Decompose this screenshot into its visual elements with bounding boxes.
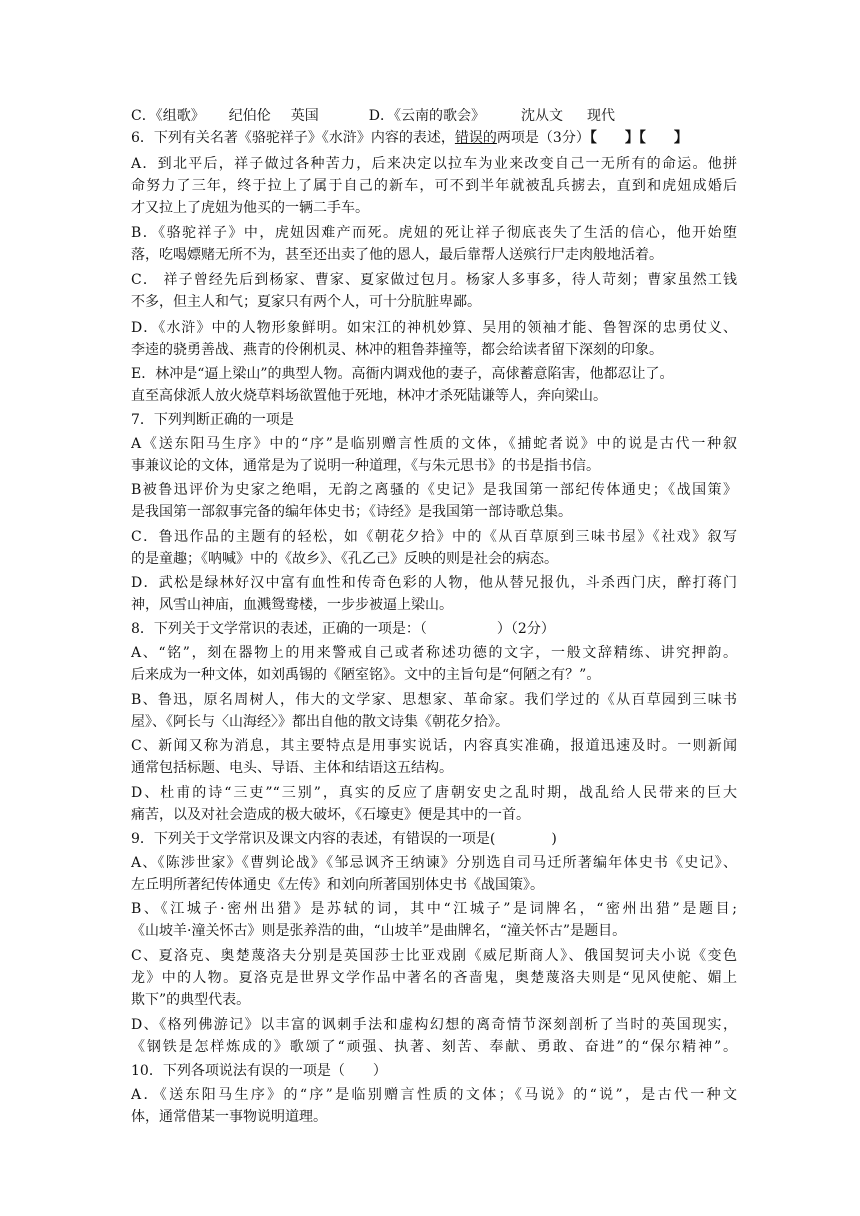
text-line: 体，通常借某一事物说明道理。: [131, 1109, 327, 1125]
text-line: D．《水浒》中的人物形象鲜明。如宋江的神机妙算、吴用的领袖才能、鲁智深的忠勇仗义、: [131, 320, 737, 336]
text-line: D．武松是绿林好汉中富有血性和传奇色彩的人物，他从替兄报仇，斗杀西门庆，醉打蒋门: [131, 575, 737, 591]
text-line: 不多，但主人和气；夏家只有两个人，可十分肮脏卑鄙。: [131, 294, 481, 310]
text-line: A、“铭”，刻在器物上的用来警戒自己或者称述功德的文字，一般文辞精练、讲究押韵。: [131, 645, 737, 661]
option-c-title: C．《组歌》: [131, 108, 205, 124]
text-line: 李逵的骁勇善战、燕青的伶俐机灵、林冲的粗鲁莽撞等，都会给读者留下深刻的印象。: [131, 342, 663, 358]
text-line: 的是童趣；《呐喊》中的《故乡》、《孔乙己》反映的则是社会的病态。: [131, 551, 558, 567]
question-6-stem: 6．下列有关名著《骆驼祥子》《水浒》内容的表述，错误的两项是（3分）【 】【 】: [131, 130, 688, 146]
text-line: C．鲁迅作品的主题有的轻松，如《朝花夕拾》中的《从百草原到三味书屋》《社戏》叙写: [131, 529, 737, 545]
text-line: 落，吃喝嫖赌无所不为，甚至还出卖了他的恩人，最后靠帮人送殡行尸走肉般地活着。: [131, 247, 663, 263]
text-line: B、《江城子·密州出猎》是苏轼的词，其中“江城子”是词牌名，“密州出猎”是题目;: [131, 901, 737, 917]
question-10-stem: 10．下列各项说法有误的一项是（ ）: [131, 1063, 387, 1079]
option-c-author: 纪伯伦: [228, 108, 271, 124]
text-line: C、夏洛克、奥楚蔑洛夫分别是英国莎士比亚戏剧《威尼斯商人》、俄国契诃夫小说《变色: [131, 948, 737, 964]
text-line: 《山坡羊·潼关怀古》则是张养浩的曲，“山坡羊”是曲牌名，“潼关怀古”是题目。: [131, 923, 627, 939]
text-line: 痛苦，以及对社会造成的极大破坏，《石壕吏》便是其中的一首。: [131, 807, 530, 823]
text-line: 直至高俅派人放火烧草料场欲置他于死地，林冲才杀死陆谦等人，奔向梁山。: [131, 388, 607, 404]
question-8-stem: 8．下列关于文学常识的表述，正确的一项是：（ ）（2分）: [131, 621, 555, 637]
text-line: 后来成为一种文体，如刘禹锡的《陋室铭》。文中的主旨句是“何陋之有？”。: [131, 667, 601, 683]
option-d-author: 沈从文: [520, 108, 563, 124]
text-line: 欺下”的典型代表。: [131, 992, 251, 1008]
text-line: 左丘明所著纪传体通史《左传》和刘向所著国别体史书《战国策》。: [131, 877, 544, 893]
text-line: C、新闻又称为消息，其主要特点是用事实说话，内容真实准确，报道迅速及时。一则新闻: [131, 738, 737, 754]
text-line: 才又拉上了虎妞为他买的一辆二手车。: [131, 200, 369, 216]
text-line: A．《送东阳马生序》的“序”是临别赠言性质的文体；《马说》的“说”，是古代一种文: [131, 1087, 737, 1103]
answer-brackets: 【 】【 】: [589, 130, 688, 146]
text-line: C． 祥子曾经先后到杨家、曹家、夏家做过包月。杨家人多事多，待人苛刻；曹家虽然工钱: [131, 272, 737, 288]
text-line: B、鲁迅，原名周树人，伟大的文学家、思想家、革命家。我们学过的《从百草园到三味书: [131, 692, 737, 708]
option-line-c-d: [131, 105, 737, 127]
text-line: 屋》、《阿长与〈山海经〉》都出自他的散文诗集《朝花夕拾》。: [131, 714, 509, 730]
text-line: B被鲁迅评价为史家之绝唱，无韵之离骚的《史记》是我国第一部纪传体通史；《战国策》: [131, 482, 737, 498]
text-line: A、《陈涉世家》《曹刿论战》《邹忌讽齐王纳谏》分别选自司马迁所著编年体史书《史记》、: [131, 855, 737, 871]
text-line: 是我国第一部叙事完备的编年体史书；《诗经》是我国第一部诗歌总集。: [131, 504, 572, 520]
text-line: 神，风雪山神庙，血溅鸳鸯楼，一步步被逼上梁山。: [131, 597, 453, 613]
text-line: 通常包括标题、电头、导语、主体和结语这五结构。: [131, 760, 453, 776]
text-line: A《送东阳马生序》中的“序”是临别赠言性质的文体，《捕蛇者说》中的说是古代一种叙: [131, 436, 737, 452]
text-line: 《钢铁是怎样炼成的》歌颂了“顽强、执著、刻苦、奉献、勇敢、奋进”的“保尔精神”。: [131, 1039, 737, 1055]
question-9-stem: 9．下列关于文学常识及课文内容的表述，有错误的一项是( ): [131, 831, 557, 847]
question-7-stem: 7．下列判断正确的一项是: [131, 412, 294, 428]
text-line: 龙》中的人物。夏洛克是世界文学作品中著名的吝啬鬼，奥楚蔑洛夫则是“见风使舵、媚上: [131, 970, 737, 986]
text-line: 命努力了三年，终于拉上了属于自己的新车，可不到半年就被乱兵掳去，直到和虎妞成婚后: [131, 178, 737, 194]
text-line: B．《骆驼祥子》中，虎妞因难产而死。虎妞的死让祥子彻底丧失了生活的信心，他开始堕: [131, 225, 737, 241]
text-line: D、《格列佛游记》以丰富的讽刺手法和虚构幻想的离奇情节深刻剖析了当时的英国现实，: [131, 1017, 737, 1033]
emphasis-underline: 错误的: [454, 130, 497, 146]
text-line: A．到北平后，祥子做过各种苦力，后来决定以拉车为业来改变自己一无所有的命运。他拼: [131, 156, 737, 172]
text-line: D、杜甫的诗“三吏”“三别”，真实的反应了唐朝安史之乱时期，战乱给人民带来的巨大: [131, 785, 737, 801]
text-line: 事兼议论的文体，通常是为了说明一种道理，《与朱元思书》的书是指书信。: [131, 458, 600, 474]
option-d-title: D．《云南的歌会》: [368, 108, 485, 124]
text-line: E．林冲是“逼上梁山”的典型人物。高衙内调戏他的妻子，高俅蓄意陷害，他都忍让了。: [131, 366, 674, 382]
option-c-country: 英国: [290, 108, 319, 124]
option-d-era: 现代: [586, 108, 615, 124]
